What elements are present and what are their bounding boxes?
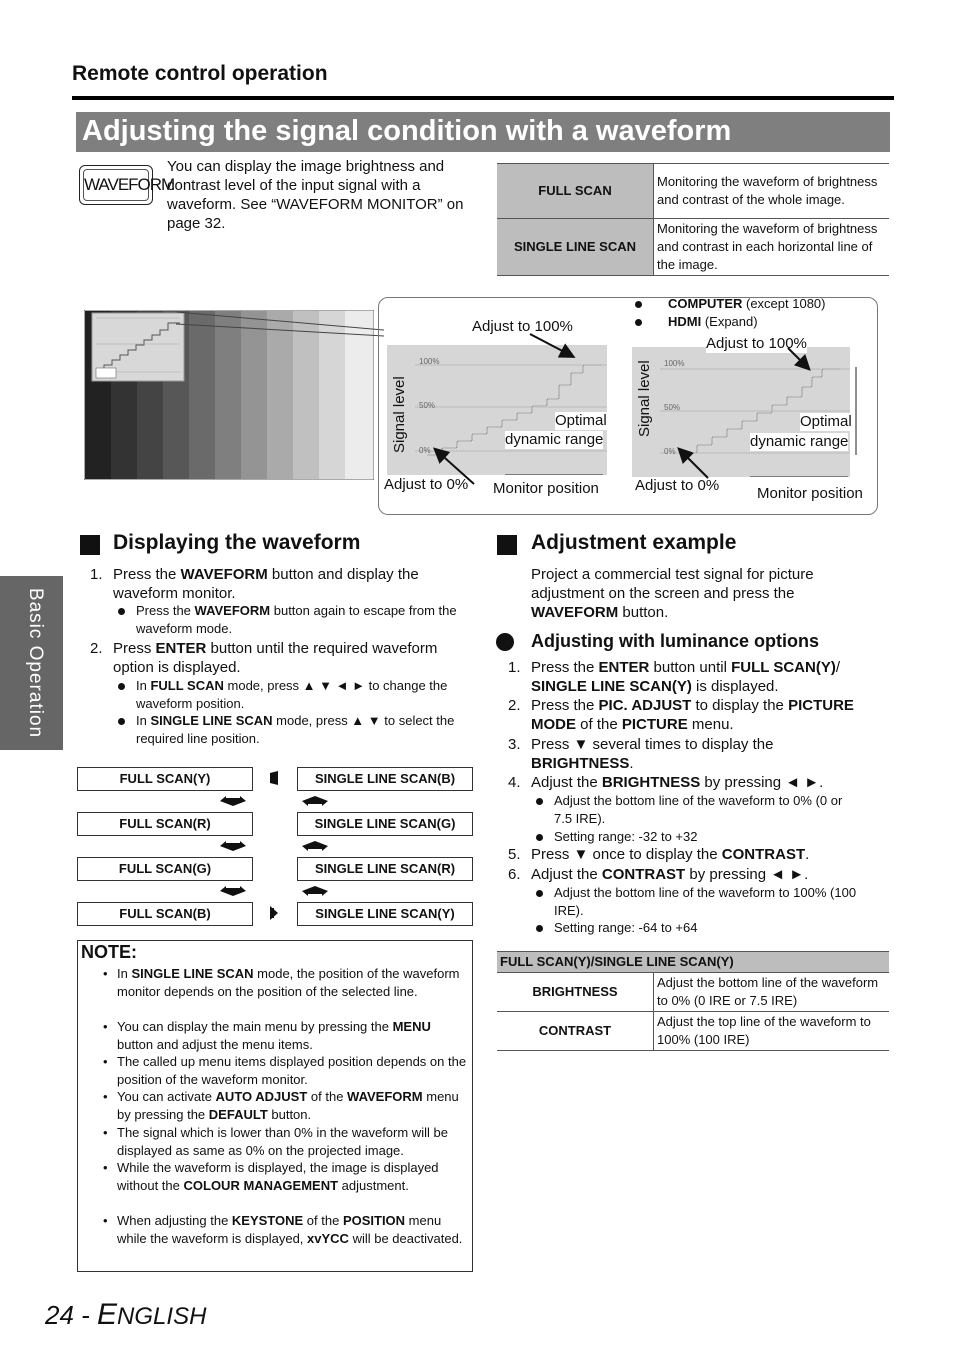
sub-heading-circle-icon xyxy=(496,633,514,651)
table-key: BRIGHTNESS xyxy=(497,973,654,1012)
bullet-icon xyxy=(536,834,543,841)
table-header: FULL SCAN(Y)/SINGLE LINE SCAN(Y) xyxy=(497,952,889,973)
adjust-100-label: Adjust to 100% xyxy=(706,335,807,352)
adjust-step-4: Adjust the BRIGHTNESS by pressing ◄ ►. xyxy=(531,774,824,791)
table-desc: Adjust the top line of the waveform to 100% (100 IRE) xyxy=(654,1012,890,1051)
bullet-icon xyxy=(536,890,543,897)
diagram-bullet-hdmi: HDMI (Expand) xyxy=(668,314,758,329)
zoom-connector xyxy=(84,300,394,340)
adjust-step-6-sub-1: Adjust the bottom line of the waveform to 100% (100 IRE). xyxy=(554,885,857,918)
arrow-up-icon xyxy=(302,841,328,851)
adjust-step-1: Press the ENTER button until FULL SCAN(Y)/ SINGLE LINE SCAN(Y) is displayed. xyxy=(531,659,840,695)
adjust-100-label: Adjust to 100% xyxy=(472,318,573,335)
arrow-down-icon xyxy=(220,841,246,851)
flow-full-scan-b: FULL SCAN(B) xyxy=(77,902,253,926)
page-title: Adjusting the signal condition with a waveform xyxy=(82,115,732,147)
adjust-step-6-sub-2: Setting range: -64 to +64 xyxy=(554,920,698,935)
adjustment-table xyxy=(497,951,889,1051)
note-item-1: In SINGLE LINE SCAN mode, the position of the waveform monitor depends on the position of the selected line. xyxy=(117,966,460,999)
flow-single-line-scan-y: SINGLE LINE SCAN(Y) xyxy=(297,902,473,926)
step-number: 3. xyxy=(508,736,521,753)
step-number: 5. xyxy=(508,846,521,863)
displaying-step-1-sub: Press the WAVEFORM button again to escape from the waveform mode. xyxy=(136,603,457,636)
note-bullet: • xyxy=(103,1160,108,1175)
luminance-heading: Adjusting with luminance options xyxy=(531,631,819,651)
monitor-position-label: Monitor position xyxy=(757,485,863,502)
note-bullet: • xyxy=(103,1089,108,1104)
note-title: NOTE: xyxy=(81,942,137,962)
monitor-position-label: Monitor position xyxy=(493,480,599,497)
arrow-left-icon xyxy=(270,771,278,785)
note-bullet: • xyxy=(103,966,108,981)
table-key: CONTRAST xyxy=(497,1012,654,1051)
optimal-label: Optimal xyxy=(800,413,852,430)
displaying-step-1: Press the WAVEFORM button and display the waveform monitor. xyxy=(113,566,419,602)
arrow-down-icon xyxy=(220,796,246,806)
adjust-step-6: Adjust the CONTRAST by pressing ◄ ►. xyxy=(531,866,809,883)
displaying-step-2: Press ENTER button until the required waveform option is displayed. xyxy=(113,640,438,676)
arrow-up-icon xyxy=(302,796,328,806)
dynamic-range-label: dynamic range xyxy=(505,431,604,448)
tick-100: 100% xyxy=(664,359,685,368)
note-item-2: You can display the main menu by pressing the MENU button and adjust the menu items. xyxy=(117,1019,431,1052)
note-bullet: • xyxy=(103,1054,108,1069)
table-row xyxy=(497,164,889,219)
section-header: Remote control operation xyxy=(72,62,328,85)
step-number: 1. xyxy=(90,566,103,583)
note-item-5: The signal which is lower than 0% in the waveform will be displayed as same as 0% on the projected image. xyxy=(117,1125,448,1158)
adjust-step-4-sub-2: Setting range: -32 to +32 xyxy=(554,829,698,844)
step-number: 2. xyxy=(508,697,521,714)
flow-full-scan-y: FULL SCAN(Y) xyxy=(77,767,253,791)
bullet-icon xyxy=(536,925,543,932)
flow-full-scan-g: FULL SCAN(G) xyxy=(77,857,253,881)
optimal-label: Optimal xyxy=(555,412,607,429)
diagram-bullet-computer: COMPUTER (except 1080) xyxy=(668,296,826,311)
tick-0: 0% xyxy=(664,447,676,456)
flow-arrows xyxy=(220,768,340,923)
arrow-up-icon xyxy=(302,886,328,896)
side-tab-label: Basic Operation xyxy=(25,587,46,739)
step-number: 2. xyxy=(90,640,103,657)
intro-text: You can display the image brightness and contrast level of the input signal with a waveform. See “WAVEFORM MONITOR” on page 32. xyxy=(167,158,464,232)
table-row xyxy=(497,973,889,1012)
table-header-row xyxy=(497,952,889,973)
step-number: 1. xyxy=(508,659,521,676)
page-footer: 24 - ENGLISH xyxy=(45,1298,207,1331)
adjust-step-2: Press the PIC. ADJUST to display the PICTURE MODE of the PICTURE menu. xyxy=(531,697,854,733)
step-number: 6. xyxy=(508,866,521,883)
adjustment-intro: Project a commercial test signal for picture adjustment on the screen and press the WAVEFORM button. xyxy=(531,566,814,621)
dynamic-range-label: dynamic range xyxy=(750,433,849,450)
flow-single-line-scan-r: SINGLE LINE SCAN(R) xyxy=(297,857,473,881)
callout-arrows xyxy=(380,300,860,500)
waveform-icon-label: WAVEFORM xyxy=(83,169,149,201)
flow-single-line-scan-g: SINGLE LINE SCAN(G) xyxy=(297,812,473,836)
displaying-step-2-sub-2: In SINGLE LINE SCAN mode, press ▲ ▼ to select the required line position. xyxy=(136,713,455,746)
bullet-icon xyxy=(118,683,125,690)
tick-100: 100% xyxy=(419,357,440,366)
bullet-icon xyxy=(118,718,125,725)
bullet-icon xyxy=(536,798,543,805)
table-desc: Adjust the bottom line of the waveform to 0% (0 IRE or 7.5 IRE) xyxy=(654,973,890,1012)
note-bullet: • xyxy=(103,1019,108,1034)
header-rule xyxy=(72,96,894,100)
table-desc: Monitoring the waveform of brightness and contrast in each horizontal line of the image. xyxy=(654,219,890,276)
note-item-3: The called up menu items displayed position depends on the position of the waveform monitor. xyxy=(117,1054,467,1087)
tick-50: 50% xyxy=(664,403,681,412)
heading-square-icon xyxy=(80,535,100,555)
table-row xyxy=(497,1012,889,1051)
note-bullet: • xyxy=(103,1125,108,1140)
signal-level-label: Signal level xyxy=(636,360,653,437)
arrow-right-icon xyxy=(270,906,278,920)
step-number: 4. xyxy=(508,774,521,791)
heading-square-icon xyxy=(497,535,517,555)
table-desc: Monitoring the waveform of brightness and contrast of the whole image. xyxy=(654,164,890,219)
arrow-down-icon xyxy=(220,886,246,896)
tick-50: 50% xyxy=(419,401,436,410)
adjustment-heading: Adjustment example xyxy=(531,531,737,554)
scan-mode-table xyxy=(497,163,889,276)
tick-0: 0% xyxy=(419,446,431,455)
flow-single-line-scan-b: SINGLE LINE SCAN(B) xyxy=(297,767,473,791)
bullet-icon xyxy=(118,608,125,615)
table-key: SINGLE LINE SCAN xyxy=(497,219,654,276)
note-item-6: While the waveform is displayed, the image is displayed without the COLOUR MANAGEMENT adjustment. xyxy=(117,1160,439,1193)
adjust-step-4-sub-1: Adjust the bottom line of the waveform to 0% (0 or 7.5 IRE). xyxy=(554,793,843,826)
note-item-4: You can activate AUTO ADJUST of the WAVEFORM menu by pressing the DEFAULT button. xyxy=(117,1089,459,1122)
table-key: FULL SCAN xyxy=(497,164,654,219)
displaying-heading: Displaying the waveform xyxy=(113,531,361,554)
flow-full-scan-r: FULL SCAN(R) xyxy=(77,812,253,836)
adjust-0-label: Adjust to 0% xyxy=(635,477,720,494)
signal-level-label: Signal level xyxy=(391,376,408,453)
adjust-step-5: Press ▼ once to display the CONTRAST. xyxy=(531,846,810,863)
adjust-0-label: Adjust to 0% xyxy=(384,476,469,493)
table-row xyxy=(497,219,889,276)
displaying-step-2-sub-1: In FULL SCAN mode, press ▲ ▼ ◄ ► to change the waveform position. xyxy=(136,678,448,711)
adjust-step-3: Press ▼ several times to display the BRIGHTNESS. xyxy=(531,736,774,772)
mini-label-box xyxy=(96,368,116,378)
note-item-7: When adjusting the KEYSTONE of the POSITION menu while the waveform is displayed, xvYCC will be deactivated. xyxy=(117,1213,463,1246)
note-bullet: • xyxy=(103,1213,108,1228)
